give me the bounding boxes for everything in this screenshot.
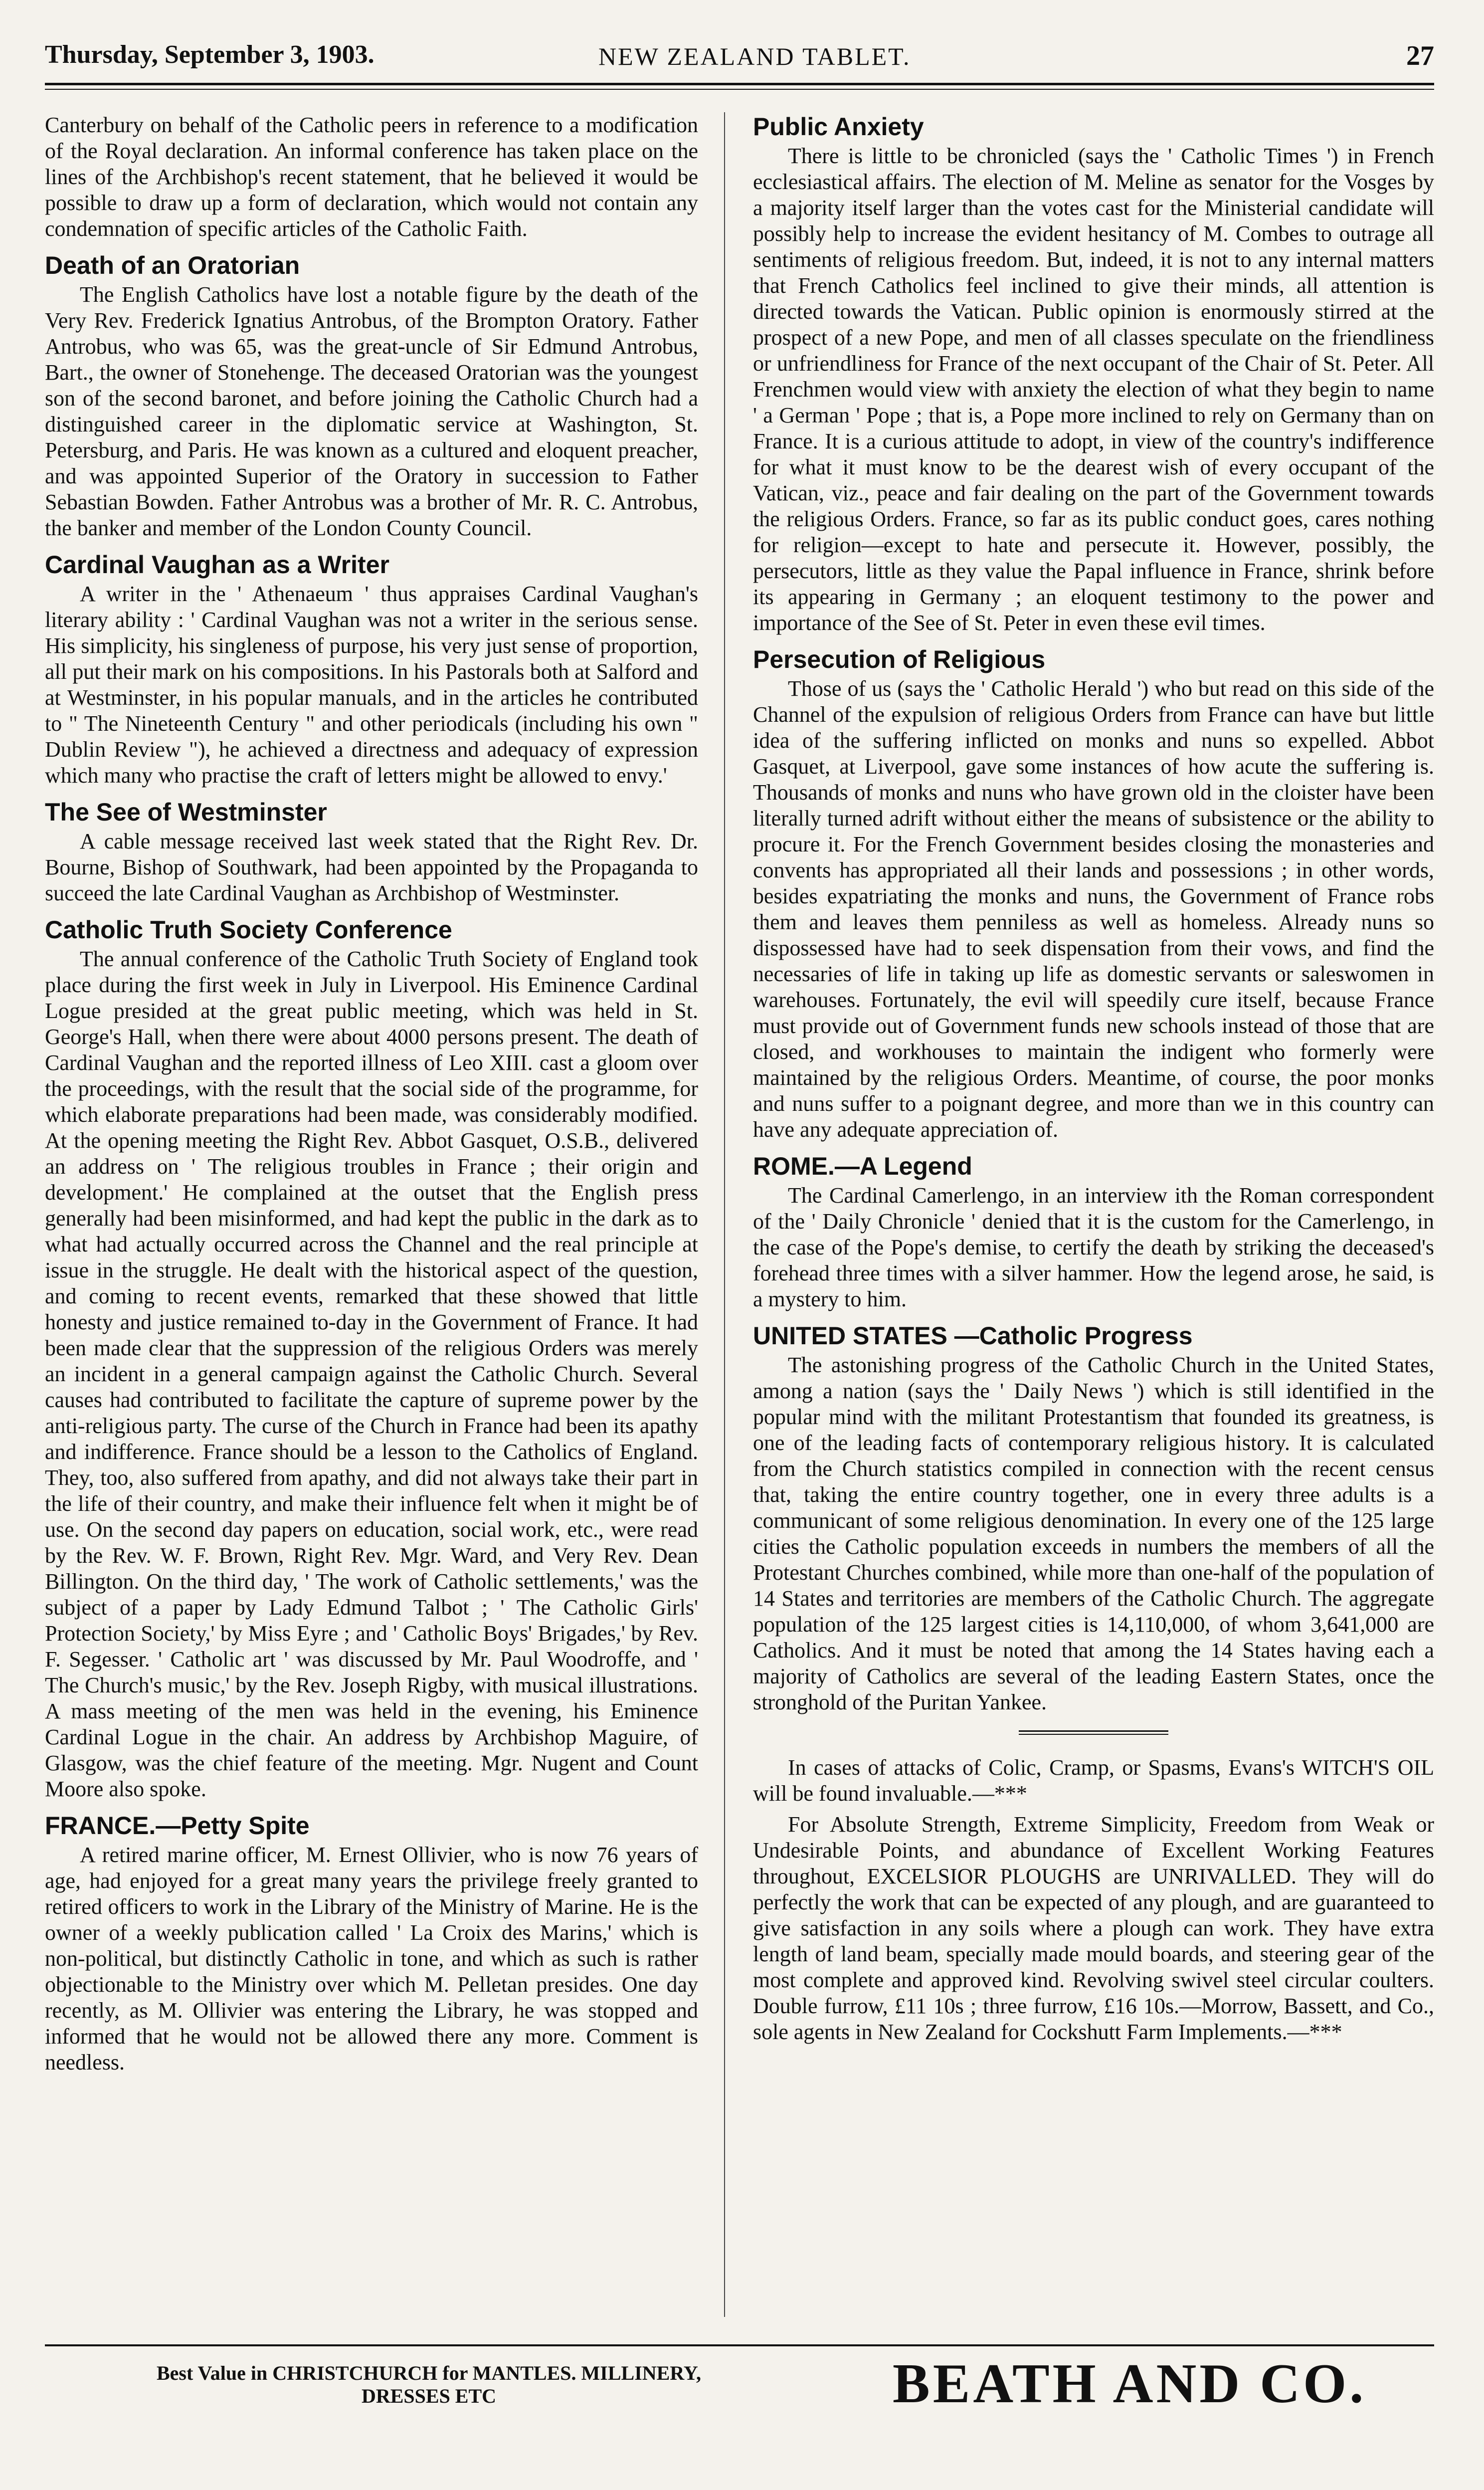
page-number: 27 [1406,40,1434,71]
section-heading-cardinal-vaughan-as-a-writer: Cardinal Vaughan as a Writer [45,551,389,579]
advertisement-paragraph: For Absolute Strength, Extreme Simplicity, Freedom from Weak or Undesirable Points, and abundance of Excellent Working Features throughout, EXCELSIOR PLOUGHS are UNRIVALLED. They will do perfectly the work that can be expected of any plough, and are guaranteed to give satisfaction in any soils where a plough can work. They have extra length of land beam, specially made mould boards, and steering gear of the most complete and approved kind. Revolving swivel steel circular coulters. Double furrow, £11 10s ; three furrow, £16 10s.—Morrow, Bassett, and Co., sole agents in New Zealand for Cockshutt Farm Implements.—*** [753,1812,1434,2044]
article-paragraph-cardinal-vaughan-as-a-writer: A writer in the ' Athenaeum ' thus appraises Cardinal Vaughan's literary ability : ' Cardinal Vaughan was not a writer in the serious sense. His simplicity, his singleness of purpose, his very just sense of proportion, all put their mark on his compositions. In his Pastorals both at Salford and at Westminster, in his popular manuals, and in the articles he contributed to " The Nineteenth Century " and other periodicals (including his own " Dublin Review "), he achieved a directness and adequacy of expression which many who practise the craft of letters might be allowed to envy.' [45,582,698,788]
section-heading-france-petty-spite: FRANCE.—Petty Spite [45,1812,310,1840]
masthead-rule-thin [45,89,1434,90]
article-paragraph-public-anxiety: There is little to be chronicled (says the ' Catholic Times ') in French ecclesiastical affairs. The election of M. Meline as senator for the Vosges by a majority itself larger than the votes cast for the Ministerial candidate will possibly help to increase the evident hesitancy of M. Combes to outrage all sentiments of religious freedom. But, indeed, it is not to any internal matters that French Catholics feel inclined to give their minds, all attention is directed towards the Vatican. Public opinion is enormously stirred at the prospect of a new Pope, and men of all classes speculate on the friendliness or unfriendliness for France of the next occupant of the Chair of St. Peter. All Frenchmen would view with anxiety the election of what they begin to name ' a German ' Pope ; that is, a Pope more inclined to rely on Germany than on France. It is a curious attitude to adopt, in view of the country's indifference for what it must know to be the dearest wish of every occupant of the Vatican, viz., peace and fair dealing on the part of the Government towards the religious Orders. France, so far as its public conduct goes, cares nothing for religion—except to hate and persecute it. However, possibly, the persecutors, little as they value the Papal influence in France, shrink before its appearing in Germany ; an eloquent testimony to the power and importance of the See of St. Peter in even these evil times. [753,144,1434,635]
footer-advertisement: Best Value in CHRISTCHURCH for MANTLES. MILLINERY, DRESSES ETC [156,2362,702,2407]
masthead [45,35,1434,95]
issue-date: Thursday, September 3, 1903. [45,40,374,69]
footer-brand: BEATH AND CO. [893,2353,1367,2415]
article-paragraph-france-petty-spite: A retired marine officer, M. Ernest Ollivier, who is now 76 years of age, had enjoyed for a great many years the privilege freely granted to retired officers to work in the Library of the Ministry of Marine. He is the owner of a weekly publication called ' La Croix des Marins,' which is non-political, but distinctly Catholic in tone, and which as such is rather objectionable to the Ministry over which M. Pelletan presides. One day recently, as M. Ollivier was entering the Library, he was stopped and informed that he would not be allowed there any more. Comment is needless. [45,1843,698,2075]
right-column-articles [753,112,1434,1715]
masthead-rule [45,83,1434,85]
section-heading-catholic-truth-society-conference: Catholic Truth Society Conference [45,916,452,944]
right-column [753,112,1434,2322]
column-divider [724,112,725,2317]
article-paragraph-rome-a-legend: The Cardinal Camerlengo, in an interview ith the Roman correspondent of the ' Daily Chronicle ' denied that it is the custom for the Camerlengo, in the case of the Pope's demise, to certify the death by striking the deceased's forehead three times with a silver hammer. How the legend arose, he said, is a mystery to him. [753,1183,1434,1311]
article-paragraph-persecution-of-religious: Those of us (says the ' Catholic Herald ') who but read on this side of the Channel of the expulsion of religious Orders from France can have but little idea of the suffering inflicted on monks and nuns so expelled. Abbot Gasquet, at Liverpool, gave some instances of how acute the suffering is. Thousands of monks and nuns who have grown old in the cloister have been literally turned adrift without either the means of subsistence or the ability to procure it. For the French Government besides closing the monasteries and convents has appropriated all their lands and possessions ; in other words, besides expatriating the monks and nuns, the Government of France robs them and leaves them penniless as well as homeless. Already nuns so dispossessed have had to seek dispensation from their vows, and find the necessaries of life in taking up life as domestic servants or saleswomen in warehouses. Fortunately, the evil will speedily cure itself, because France must provide out of Government funds new schools instead of those that are closed, and workhouses to maintain the indigent who formerly were maintained by the religious Orders. Meantime, of course, the poor monks and nuns suffer to a poignant degree, and more than we in this country can have any adequate appreciation of. [753,676,1434,1142]
section-heading-persecution-of-religious: Persecution of Religious [753,645,1046,673]
left-column [45,112,698,2322]
newspaper-title: NEW ZEALAND TABLET. [598,42,911,70]
section-heading-public-anxiety: Public Anxiety [753,113,924,141]
article-paragraph-death-of-an-oratorian: The English Catholics have lost a notable figure by the death of the Very Rev. Frederick Ignatius Antrobus, of the Brompton Oratory. Father Antrobus, who was 65, was the great-uncle of Sir Edmund Antrobus, Bart., the owner of Stonehenge. The deceased Oratorian was the youngest son of the second baronet, and before joining the Catholic Church had a distinguished career in the diplomatic service at Washington, St. Petersburg, and Paris. He was known as a cultured and eloquent preacher, and was appointed Superior of the Oratory in succession to Father Sebastian Bowden. Father Antrobus was a brother of Mr. R. C. Antrobus, the banker and member of the London County Council. [45,282,698,540]
article-paragraph-united-states-catholic-progress: The astonishing progress of the Catholic Church in the United States, among a nation (says the ' Daily News ') which is still identified in the popular mind with the militant Protestantism that founded its greatness, is one of the leading facts of contemporary religious history. It is calculated from the Church statistics compiled in connection with the recent census that, taking the entire country together, one in every three adults is a communicant of some religious denomination. In every one of the 125 large cities the Catholic population exceeds in numbers the members of all the Protestant Churches combined, while more than one-half of the population of 14 States and territories are members of the Catholic Church. The aggregate population of the 125 largest cities is 14,110,000, of whom 3,641,000 are Catholics. And it must be noted that among the 14 States having each a majority of Catholics are several of the leading Eastern States, once the stronghold of the Puritan Yankee. [753,1353,1434,1714]
section-heading-rome-a-legend: ROME.—A Legend [753,1152,972,1180]
advertisement-paragraph: In cases of attacks of Colic, Cramp, or Spasms, Evans's WITCH'S OIL will be found invaluable.—*** [753,1755,1434,1806]
section-heading-the-see-of-westminster: The See of Westminster [45,798,327,826]
advertisement-divider [1019,1730,1168,1735]
article-paragraph-catholic-truth-society-conference: The annual conference of the Catholic Truth Society of England took place during the first week in July in Liverpool. His Eminence Cardinal Logue presided at the great public meeting, which was held in St. George's Hall, when there were about 4000 persons present. The death of Cardinal Vaughan and the reported illness of Leo XIII. cast a gloom over the proceedings, with the result that the social side of the programme, for which elaborate preparations had been made, was considerably modified. At the opening meeting the Right Rev. Abbot Gasquet, O.S.B., delivered an address on ' The religious troubles in France ; their origin and development.' He complained at the outset that the English press generally had been misinformed, and had kept the public in the dark as to what had actually occurred across the Channel and the real principle at issue in the struggle. He dealt with the historical aspect of the question, and coming to recent events, remarked that these showed that little honesty and justice remained to-day in the Government of France. It had been made clear that the suppression of the religious Orders was merely an incident in a general campaign against the Catholic Church. Several causes had contributed to facilitate the capture of supreme power by the anti-religious party. The curse of the Church in France had been its apathy and indifference. France should be a lesson to the Catholics of England. They, too, also suffered from apathy, and did not always take their part in the life of their country, and make their influence felt when it might be of use. On the second day papers on education, social work, etc., were read by the Rev. W. F. Brown, Right Rev. Mgr. Ward, and Very Rev. Dean Billington. On the third day, ' The work of Catholic settlements,' was the subject of a paper by Lady Edmund Talbot ; ' The Catholic Girls' Protection Society,' by Miss Eyre ; and ' Catholic Boys' Brigades,' by Rev. F. Segesser. ' Catholic art ' was discussed by Mr. Paul Woodroffe, and ' The Church's music,' by the Rev. Joseph Rigby, with musical illustrations. A mass meeting of the men was held in the evening, his Eminence Cardinal Logue in the chair. An address by Archbishop Maguire, of Glasgow, was the chief feature of the meeting. Mgr. Nugent and Count Moore also spoke. [45,947,698,1801]
article-paragraph-the-see-of-westminster: A cable message received last week stated that the Right Rev. Dr. Bourne, Bishop of Southwark, had been appointed by the Propaganda to succeed the late Cardinal Vaughan as Archbishop of Westminster. [45,829,698,905]
footer-rule [45,2344,1434,2346]
advertisements [753,1755,1434,2045]
section-heading-death-of-an-oratorian: Death of an Oratorian [45,251,300,279]
section-heading-united-states-catholic-progress: UNITED STATES —Catholic Progress [753,1322,1193,1350]
article-paragraph-intro: Canterbury on behalf of the Catholic peers in reference to a modification of the Royal declaration. An informal conference has taken place on the lines of the Archbishop's recent statement, that he believed it would be possible to draw up a form of declaration, which would not contain any condemnation of specific articles of the Catholic Faith. [45,113,698,241]
